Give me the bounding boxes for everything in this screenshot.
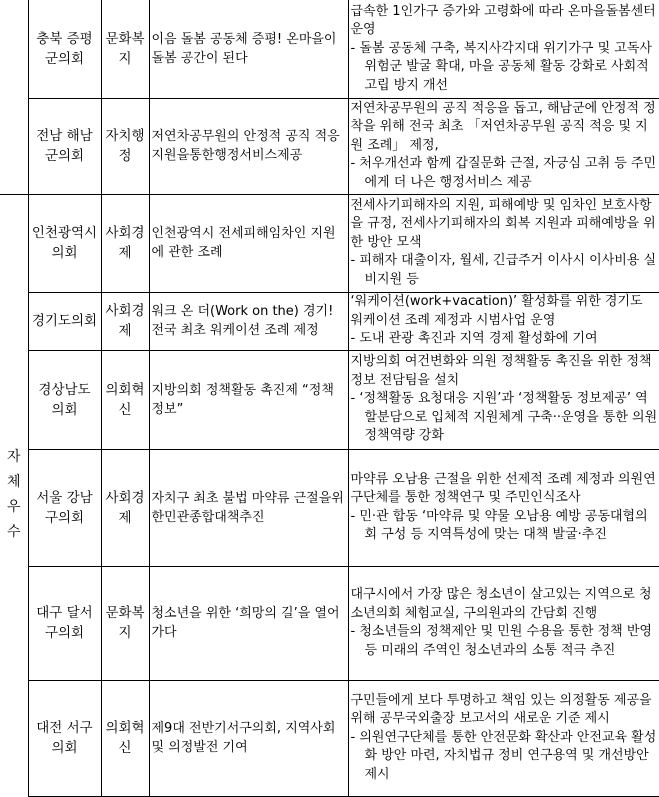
field-cell: 문화복지 <box>101 0 149 98</box>
desc-cell <box>348 350 659 449</box>
title-cell: 자치구 최초 불법 마약류 근절을위한민관종합대책추진 <box>149 449 348 566</box>
org-cell: 인천광역시 의회 <box>28 194 101 292</box>
table-row <box>0 449 659 566</box>
desc-cell <box>348 194 659 292</box>
desc-cell <box>348 680 659 796</box>
table-row <box>0 680 659 796</box>
desc-main: 전세사기피해자의 지원, 피해예방 및 임차인 보호사항을 규정, 전세사기피해자의 회복 지원과 피해예방을 위한 방안 모색 <box>350 197 656 250</box>
field-cell: 의회혁신 <box>101 680 149 796</box>
category-cell <box>0 194 28 796</box>
table-row <box>0 194 659 292</box>
desc-main: 급속한 1인가구 증가와 고령화에 따라 온마을돌봄센터 운영 <box>350 3 656 37</box>
desc-main: 대구시에서 가장 많은 청소년이 살고있는 지역으로 청소년의회 체험교실, 구의원과의 간담회 진행 <box>350 587 652 621</box>
desc-main: 저연차공무원의 공직 적응을 돕고, 해남군에 안정적 정착을 위해 전국 최초 「저연차공무원 공직 적응 및 지원 조례」 제정, <box>350 100 656 153</box>
field-cell: 의회혁신 <box>101 350 149 449</box>
title-cell: 인천광역시 전세피해임차인 지원에 관한 조례 <box>149 194 348 292</box>
title-cell: 청소년을 위한 ‘희망의 길’을 열어가다 <box>149 566 348 680</box>
table-row <box>0 0 659 98</box>
org-cell: 대구 달서구의회 <box>28 566 101 680</box>
desc-main: 마약류 오남용 근절을 위한 선제적 조례 제정과 의원연구단체를 통한 정책연구 및 주민인식조사 <box>350 471 656 505</box>
field-cell: 사회경제 <box>101 449 149 566</box>
desc-bullet: - 도내 관광 촉진과 지역 경제 활성화에 기여 <box>350 331 598 347</box>
desc-bullet: - 피해자 대출이자, 월세, 긴급주거 이사시 이사비용 실비지원 등 <box>350 253 657 287</box>
desc-cell <box>348 566 659 680</box>
field-cell: 사회경제 <box>101 292 149 350</box>
title-cell: 워크 온 더(Work on the) 경기! 전국 최초 워케이션 조례 제정 <box>149 292 348 350</box>
desc-bullet: - ‘정책활동 요청대응 지원’과 ‘정책활동 정보제공’ 역할분담으로 입체적 지원체계 구축··운영을 통한 의원 정책역량 강화 <box>350 391 658 444</box>
org-cell: 경기도의회 <box>28 292 101 350</box>
desc-main: 지방의회 여건변화와 의원 정책활동 촉진을 위한 정책정보 전담팀을 설치 <box>350 354 652 388</box>
desc-main: ‘워케이션(work+vacation)’ 활성화를 위한 경기도 워케이션 조례 제정과 시범사업 운영 <box>350 294 643 328</box>
org-cell: 경상남도 의회 <box>28 350 101 449</box>
desc-cell <box>348 449 659 566</box>
desc-bullet: - 청소년들의 정책제안 및 민원 수용을 통한 정책 반영 등 미래의 주역인 청소년과의 소통 적극 추진 <box>350 624 652 658</box>
category-label: 자체우수 <box>6 449 21 541</box>
title-cell: 제9대 전반기서구의회, 지역사회 및 의정발전 기여 <box>149 680 348 796</box>
desc-bullet: - 민·관 합동 ‘마약류 및 약물 오남용 예방 공동대협의회 구성 등 지역특성에 맞는 대책 발굴·추진 <box>350 508 648 542</box>
table-row <box>0 566 659 680</box>
title-cell: 이음 돌봄 공동체 증평! 온마을이 돌봄 공간이 된다 <box>149 0 348 98</box>
title-cell: 저연차공무원의 안정적 공직 적응지원을통한행정서비스제공 <box>149 98 348 194</box>
table-row <box>0 292 659 350</box>
org-cell: 서울 강남구의회 <box>28 449 101 566</box>
desc-cell <box>348 292 659 350</box>
field-cell: 문화복지 <box>101 566 149 680</box>
title-cell: 지방의회 정책활동 촉진제 “정책정보” <box>149 350 348 449</box>
desc-main: 구민들에게 보다 투명하고 책임 있는 의정활동 제공을 위해 공무국외출장 보고서의 새로운 기준 제시 <box>350 692 652 727</box>
org-cell: 충북 증평군의회 <box>28 0 101 98</box>
org-cell: 대전 서구의회 <box>28 680 101 796</box>
table-row <box>0 98 659 194</box>
field-cell: 사회경제 <box>101 194 149 292</box>
field-cell: 자치행정 <box>101 98 149 194</box>
table-row <box>0 350 659 449</box>
org-cell: 전남 해남군의회 <box>28 98 101 194</box>
desc-bullet: - 처우개선과 함께 갑질문화 근절, 자긍심 고취 등 주민에게 더 나은 행정서비스 제공 <box>350 156 657 190</box>
desc-cell <box>348 0 659 98</box>
desc-bullet: - 의원연구단체를 통한 안전문화 확산과 안전교육 활성화 방안 마련, 자치법규 정비 연구용역 및 개선방안 제시 <box>350 729 657 782</box>
desc-cell <box>348 98 659 194</box>
desc-bullet: - 돌봄 공동체 구축, 복지사각지대 위기가구 및 고독사 위험군 발굴 확대, 마을 공동체 활동 강화로 사회적 고립 방지 개선 <box>350 40 652 93</box>
category-cell-empty <box>0 0 28 194</box>
